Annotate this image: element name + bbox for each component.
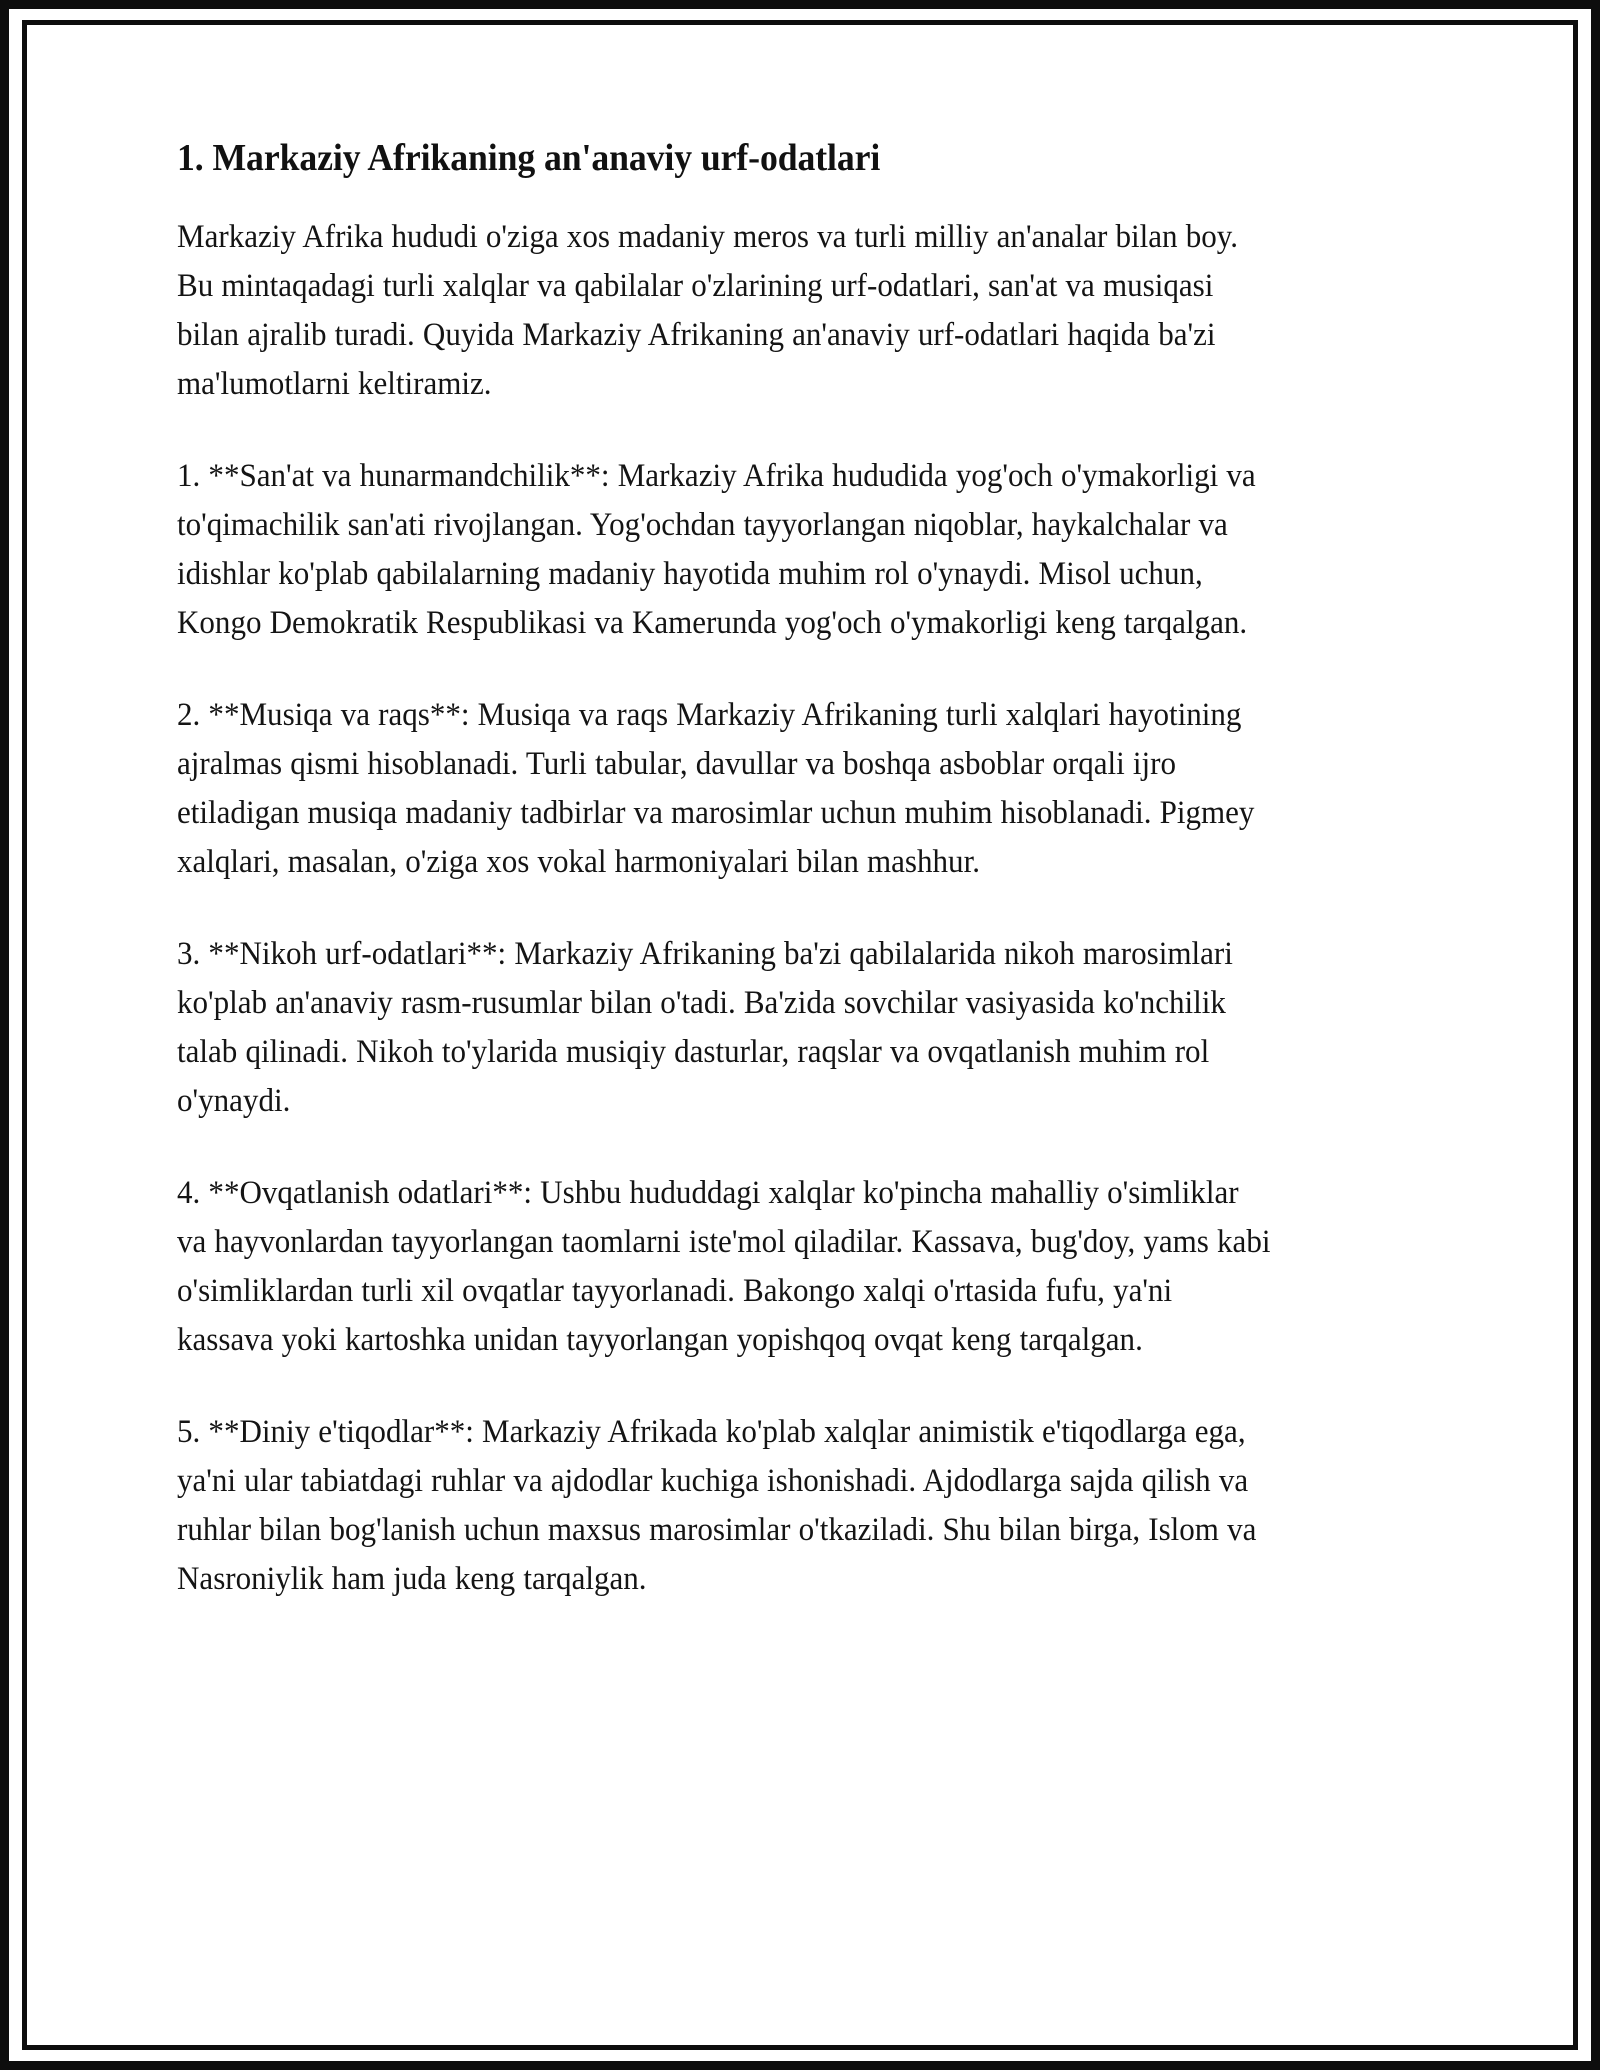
- paragraph-item-2: 2. **Musiqa va raqs**: Musiqa va raqs Markaziy Afrikaning turli xalqlari hayotining ajralmas qismi hisoblanadi. Turli tabular, davullar va boshqa asboblar orqali ijro etiladigan musiqa madaniy tadbirlar va marosimlar uchun muhim hisoblanadi. Pigmey xalqlari, masalan, o'ziga xos vokal harmoniyalari bilan mashhur.: [177, 696, 1255, 880]
- page-sheet: [27, 25, 1573, 2045]
- paragraph-intro: Markaziy Afrika hududi o'ziga xos madaniy meros va turli milliy an'analar bilan boy. Bu mintaqadagi turli xalqlar va qabilalar o'zlarining urf-odatlari, san'at va musiqasi bilan ajralib turadi. Quyida Markaziy Afrikaning an'anaviy urf-odatlari haqida ba'zi ma'lumotlarni keltiramiz.: [177, 218, 1239, 402]
- paragraph-item-5: 5. **Diniy e'tiqodlar**: Markaziy Afrikada ko'plab xalqlar animistik e'tiqodlarga ega, ya'ni ular tabiatdagi ruhlar va ajdodlar kuchiga ishonishadi. Ajdodlarga sajda qilish va ruhlar bilan bog'lanish uchun maxsus marosimlar o'tkaziladi. Shu bilan birga, Islom va Nasroniylik ham juda keng tarqalgan.: [177, 1413, 1257, 1597]
- page-title: 1. Markaziy Afrikaning an'anaviy urf-odatlari: [177, 137, 881, 179]
- paragraph-item-3: 3. **Nikoh urf-odatlari**: Markaziy Afrikaning ba'zi qabilalarida nikoh marosimlari ko'plab an'anaviy rasm-rusumlar bilan o'tadi. Ba'zida sovchilar vasiyasida ko'nchilik talab qilinadi. Nikoh to'ylarida musiqiy dasturlar, raqslar va ovqatlanish muhim rol o'ynaydi.: [177, 935, 1233, 1119]
- paragraph-item-1: 1. **San'at va hunarmandchilik**: Markaziy Afrika hududida yog'och o'ymakorligi va to'qimachilik san'ati rivojlangan. Yog'ochdan tayyorlangan niqoblar, haykalchalar va idishlar ko'plab qabilalarning madaniy hayotida muhim rol o'ynaydi. Misol uchun, Kongo Demokratik Respublikasi va Kamerunda yog'och o'ymakorligi keng tarqalgan.: [177, 457, 1256, 641]
- paragraph-item-4: 4. **Ovqatlanish odatlari**: Ushbu hududdagi xalqlar ko'pincha mahalliy o'simliklar va hayvonlardan tayyorlangan taomlarni iste'mol qiladilar. Kassava, bug'doy, yams kabi o'simliklardan turli xil ovqatlar tayyorlanadi. Bakongo xalqi o'rtasida fufu, ya'ni kassava yoki kartoshka unidan tayyorlangan yopishqoq ovqat keng tarqalgan.: [177, 1174, 1271, 1358]
- document-body: [177, 135, 1277, 1604]
